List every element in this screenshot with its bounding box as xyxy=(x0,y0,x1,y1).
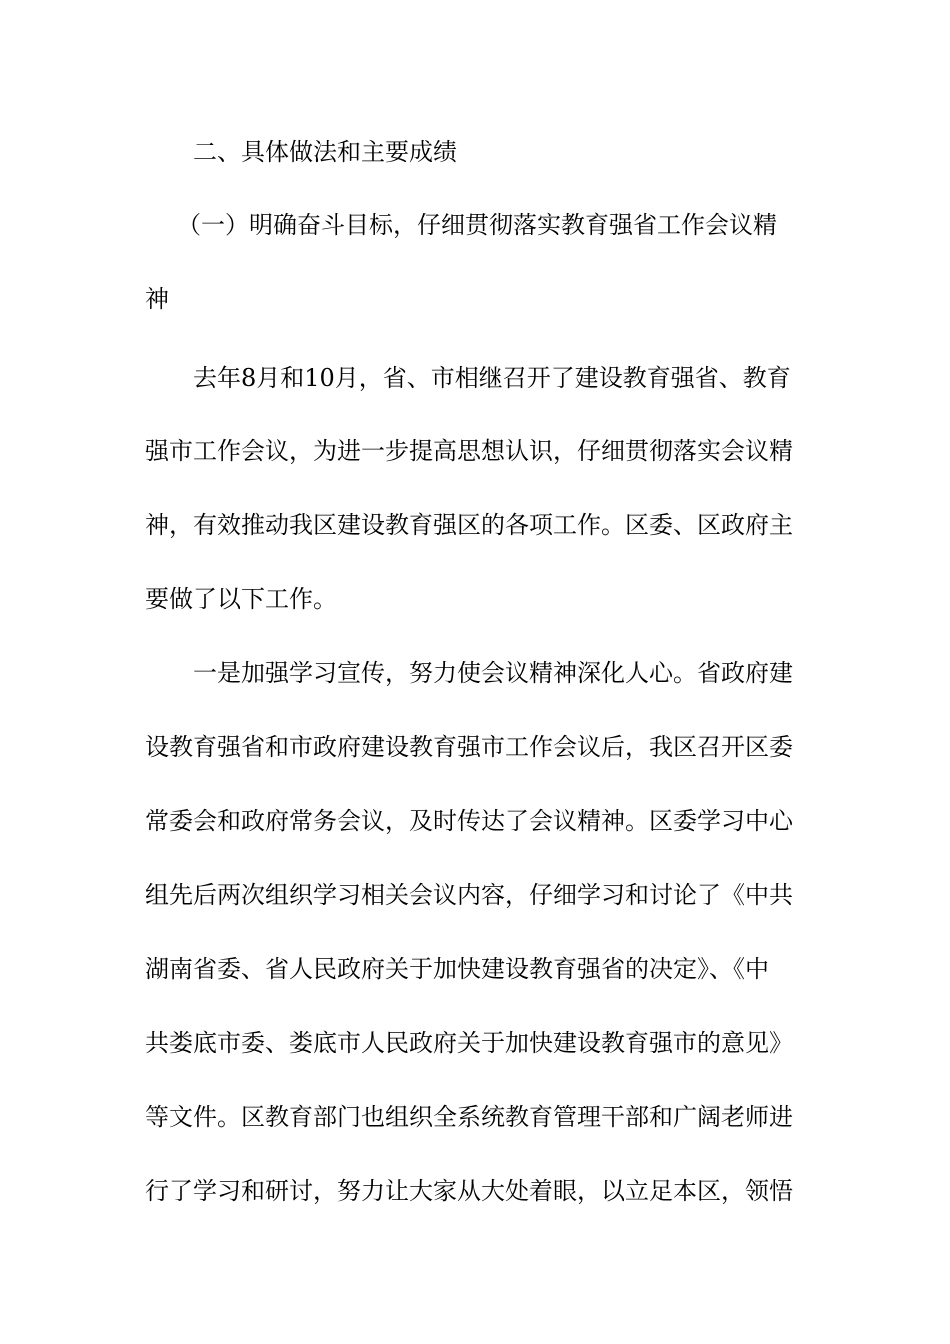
paragraph-line: 等文件。区教育部门也组织全系统教育管理干部和广阔老师进 xyxy=(145,1103,793,1131)
paragraph-line: 设教育强省和市政府建设教育强市工作会议后，我区召开区委 xyxy=(145,733,793,761)
paragraph-line: 去年8月和10月，省、市相继召开了建设教育强省、教育 xyxy=(193,364,791,392)
paragraph-line: 常委会和政府常务会议，及时传达了会议精神。区委学习中心 xyxy=(145,807,793,835)
subsection-heading-line-2: 神 xyxy=(145,285,169,313)
subsection-heading-line-1: （一）明确奋斗目标，仔细贯彻落实教育强省工作会议精 xyxy=(177,211,777,239)
paragraph-line: 强市工作会议，为进一步提高思想认识，仔细贯彻落实会议精 xyxy=(145,437,793,465)
paragraph-line: 要做了以下工作。 xyxy=(145,585,337,613)
paragraph-line: 湖南省委、省人民政府关于加快建设教育强省的决定》、《中 xyxy=(145,955,769,983)
paragraph-line: 一是加强学习宣传，努力使会议精神深化人心。省政府建 xyxy=(193,659,793,687)
paragraph-line: 组先后两次组织学习相关会议内容，仔细学习和讨论了《中共 xyxy=(145,881,793,909)
paragraph-line: 神，有效推动我区建设教育强区的各项工作。区委、区政府主 xyxy=(145,511,793,539)
paragraph-line: 共娄底市委、娄底市人民政府关于加快建设教育强市的意见》 xyxy=(145,1029,793,1057)
paragraph-line: 行了学习和研讨，努力让大家从大处着眼，以立足本区，领悟 xyxy=(145,1177,793,1205)
section-heading: 二、具体做法和主要成绩 xyxy=(193,138,457,166)
